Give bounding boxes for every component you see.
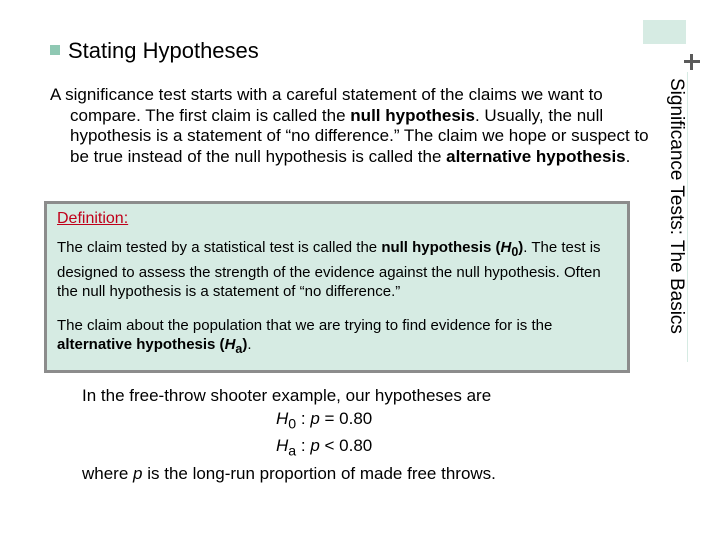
- def-alt-var: H: [224, 336, 236, 353]
- def-alt-sub: a: [235, 342, 243, 356]
- definition-null: [57, 238, 617, 302]
- side-divider: [687, 72, 690, 362]
- ha-value: < 0.80: [319, 436, 373, 456]
- intro-text-3: .: [625, 146, 631, 166]
- conclusion-text-2: is the long-run proportion of made free throws.: [142, 464, 496, 484]
- h0-value: = 0.80: [319, 408, 373, 428]
- def-alt-bold: alternative hypothesis (: [57, 336, 225, 353]
- h0-p: p: [310, 408, 320, 428]
- side-title: Significance Tests: The Basics: [666, 78, 687, 334]
- intro-text-2: . Usually, the null hypothesis is a statement of “no difference.” The claim we hope or suspect to be true instead of the null hypothesis is called the: [70, 105, 649, 166]
- def-null-var: H: [500, 239, 512, 256]
- bullet-icon: [50, 45, 60, 55]
- conclusion-text-1: where: [82, 464, 134, 484]
- intro-bold-alternative: alternative hypothesis: [446, 146, 626, 166]
- ha-var: H: [276, 436, 289, 456]
- example-block: [82, 385, 496, 486]
- h0-sub: 0: [288, 415, 297, 432]
- example-conclusion: [82, 463, 496, 486]
- corner-accent-block: [643, 20, 686, 44]
- h0-var: H: [276, 408, 289, 428]
- ha-sub: a: [288, 443, 297, 460]
- intro-text-1: A significance test starts with a careful statement of the claims we want to compare. The first claim is called the: [50, 85, 603, 125]
- def-null-text-2: . The test is designed to assess the strength of the evidence against the null hypothesis. Often the null hypothesis is a statement of “no difference.”: [57, 239, 601, 300]
- def-null-sub: 0: [511, 245, 519, 259]
- definition-title: Definition:: [57, 210, 129, 227]
- heading-text: Stating Hypotheses: [68, 38, 259, 63]
- example-intro: In the free-throw shooter example, our hypotheses are: [82, 386, 492, 405]
- null-hypothesis-line: [82, 408, 496, 436]
- intro-bold-null: null hypothesis: [350, 105, 475, 125]
- alternative-hypothesis-line: [82, 435, 496, 463]
- h0-colon: :: [296, 408, 311, 428]
- ha-p: p: [310, 436, 320, 456]
- slide-heading: [50, 38, 259, 64]
- definition-box: [44, 201, 630, 373]
- def-alt-close: ): [242, 336, 248, 353]
- def-alt-text-1: The claim about the population that we are trying to find evidence for is the: [57, 316, 553, 334]
- def-alt-text-2: .: [247, 336, 252, 353]
- plus-icon: [684, 54, 700, 70]
- def-null-close: ): [518, 239, 524, 256]
- def-null-text-1: The claim tested by a statistical test is called the: [57, 239, 382, 256]
- definition-alternative: [57, 316, 617, 360]
- conclusion-p: p: [133, 464, 143, 484]
- ha-colon: :: [296, 436, 311, 456]
- intro-paragraph: [50, 85, 670, 167]
- def-null-bold: null hypothesis (: [381, 239, 501, 256]
